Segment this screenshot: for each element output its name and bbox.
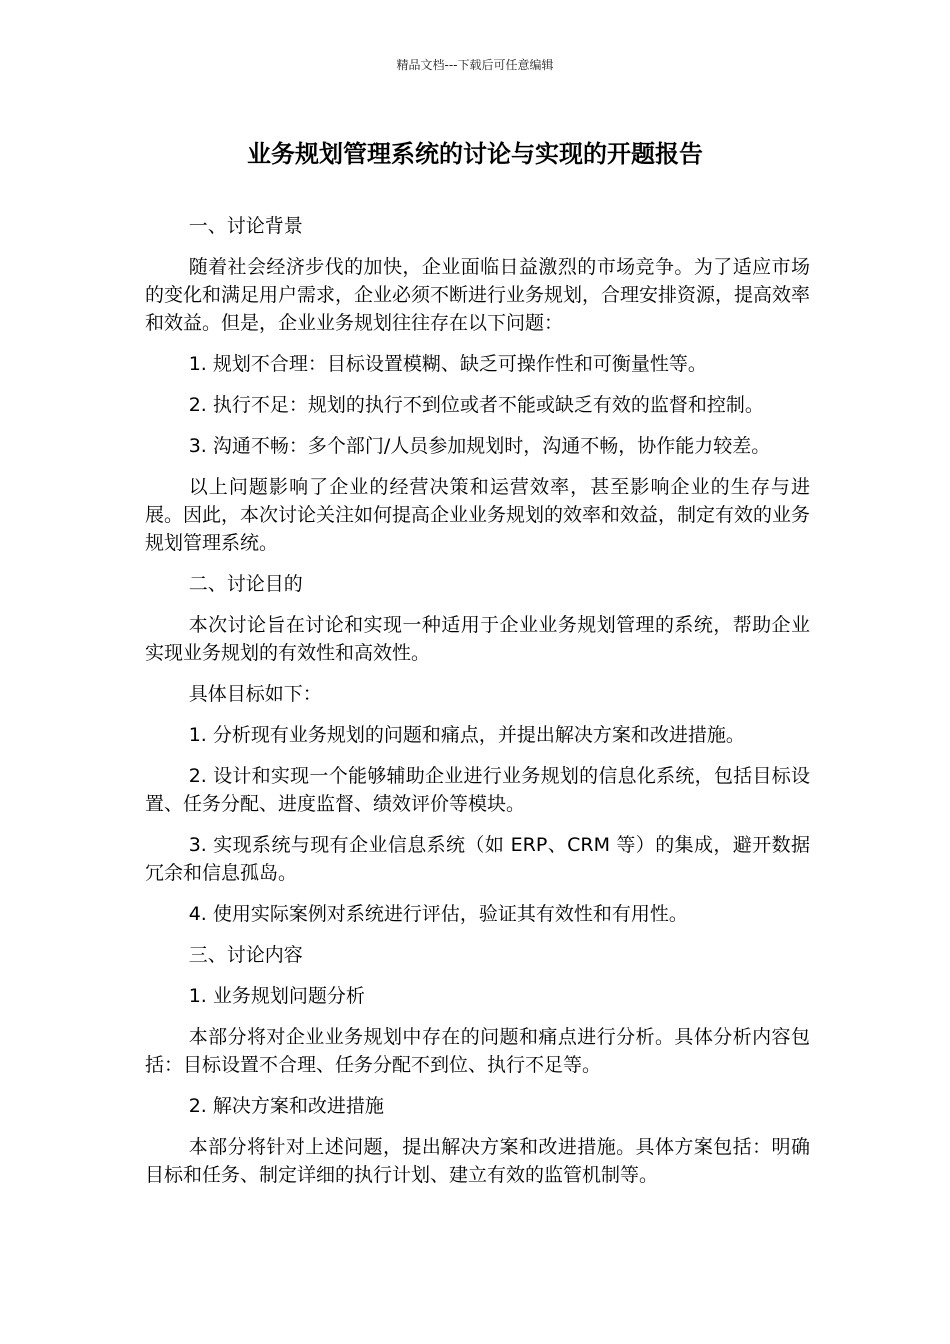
list-item-problem-2: 2. 执行不足：规划的执行不到位或者不能或缺乏有效的监督和控制。 — [188, 394, 764, 416]
section-heading-content: 三、讨论内容 — [188, 944, 303, 966]
paragraph-background-impact: 以上问题影响了企业的经营决策和运营效率，甚至影响企业的生存与进展。因此，本次讨论关注如何提高企业业务规划的效率和效益，制定有效的业务规划管理系统。 — [145, 476, 811, 554]
document-body — [145, 212, 810, 1202]
paragraph-analysis: 本部分将对企业业务规划中存在的问题和痛点进行分析。具体分析内容包括：目标设置不合理、任务分配不到位、执行不足等。 — [145, 1026, 810, 1076]
list-item-goal-4: 4. 使用实际案例对系统进行评估，验证其有效性和有用性。 — [188, 903, 688, 925]
list-item-goal-1: 1. 分析现有业务规划的问题和痛点，并提出解决方案和改进措施。 — [188, 724, 745, 746]
list-item-problem-3: 3. 沟通不畅：多个部门/人员参加规划时，沟通不畅，协作能力较差。 — [188, 435, 771, 457]
page-header: 精品文档---下载后可任意编辑 — [396, 58, 554, 72]
list-item-problem-1: 1. 规划不合理：目标设置模糊、缺乏可操作性和可衡量性等。 — [188, 353, 707, 375]
paragraph-purpose-intro: 本次讨论旨在讨论和实现一种适用于企业业务规划管理的系统，帮助企业实现业务规划的有效性和高效性。 — [145, 614, 810, 664]
paragraph-background-intro: 随着社会经济步伐的加快，企业面临日益激烈的市场竞争。为了适应市场的变化和满足用户需求，企业必须不断进行业务规划，合理安排资源，提高效率和效益。但是，企业业务规划往往存在以下问题： — [145, 256, 811, 334]
list-item-goal-2: 2. 设计和实现一个能够辅助企业进行业务规划的信息化系统，包括目标设置、任务分配、进度监督、绩效评价等模块。 — [145, 765, 810, 815]
section-heading-purpose: 二、讨论目的 — [188, 573, 303, 595]
document-title: 业务规划管理系统的讨论与实现的开题报告 — [247, 140, 703, 168]
paragraph-goals-lead: 具体目标如下： — [188, 683, 322, 705]
subsection-heading-solutions: 2. 解决方案和改进措施 — [188, 1095, 384, 1117]
section-heading-background: 一、讨论背景 — [188, 215, 303, 237]
list-item-goal-3: 3. 实现系统与现有企业信息系统（如 ERP、CRM 等）的集成，避开数据冗余和信息孤岛。 — [145, 834, 810, 884]
paragraph-solutions: 本部分将针对上述问题，提出解决方案和改进措施。具体方案包括：明确目标和任务、制定详细的执行计划、建立有效的监管机制等。 — [145, 1136, 810, 1186]
subsection-heading-analysis: 1. 业务规划问题分析 — [188, 985, 365, 1007]
